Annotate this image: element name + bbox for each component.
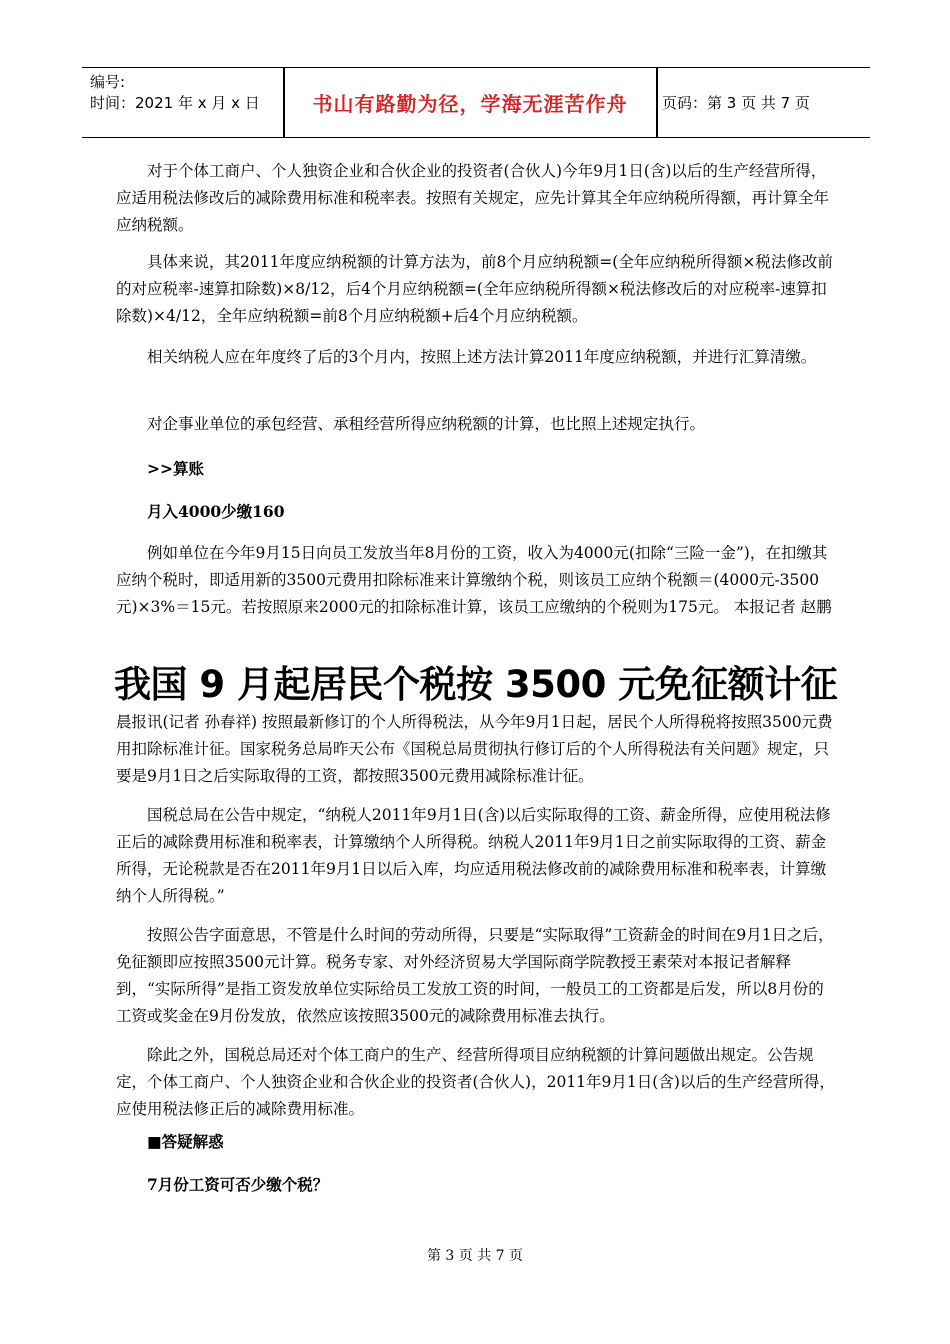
header-motto: 书山有路勤为径，学海无涯苦作舟 xyxy=(312,92,628,116)
header-page-number: 页码：第 3 页 共 7 页 xyxy=(662,94,810,112)
page-footer: 第 3 页 共 7 页 xyxy=(426,1248,524,1264)
page-header xyxy=(82,67,870,138)
paragraph: 除此之外，国税总局还对个体工商户的生产、经营所得项目应纳税额的计算问题做出规定。公告规定，个体工商户、个人独资企业和合伙企业的投资者(合伙人)，2011年9月1日(含)以后的生产经营所得，应使用税法修正后的减除费用标准。 xyxy=(116,1046,835,1118)
header-meta xyxy=(82,68,282,137)
paragraph: 相关纳税人应在年度终了后的3个月内，按照上述方法计算2011年度应纳税额，并进行汇算清缴。 xyxy=(147,348,817,366)
paragraph: 对企事业单位的承包经营、承租经营所得应纳税额的计算，也比照上述规定执行。 xyxy=(147,415,706,433)
section-subheading: 月入4000少缴160 xyxy=(147,502,285,521)
header-divider xyxy=(656,68,658,137)
paragraph: 具体来说，其2011年度应纳税额的计算方法为，前8个月应纳税额=(全年应纳税所得额×税法修改前的对应税率-速算扣除数)×8/12，后4个月应纳税额=(全年应纳税所得额×税法修改后的对应税率-速算扣除数)×4/12，全年应纳税额=前8个月应纳税额+后4个月应纳税额。 xyxy=(116,253,833,325)
paragraph: 国税总局在公告中规定，“纳税人2011年9月1日(含)以后实际取得的工资、薪金所得，应使用税法修正后的减除费用标准和税率表，计算缴纳个人所得税。纳税人2011年9月1日之前实际取得的工资、薪金所得，无论税款是否在2011年9月1日以后入库，均应适用税法修改前的减除费用标准和税率表，计算缴纳个人所得税。” xyxy=(116,806,831,905)
document-number-label: 编号: xyxy=(90,73,126,91)
section-subheading: 7月份工资可否少缴个税？ xyxy=(147,1175,329,1194)
section-heading: >>算账 xyxy=(147,459,204,478)
section-heading: ■答疑解惑 xyxy=(147,1132,224,1151)
paragraph: 例如单位在今年9月15日向员工发放当年8月份的工资，收入为4000元(扣除“三险一金”)，在扣缴其应纳个税时，即适用新的3500元费用扣除标准来计算缴纳个税，则该员工应纳个税额＝(4000元-3500元)×3%＝15元。若按照原来2000元的扣除标准计算，该员工应缴纳的个税则为175元。 本报记者 赵鹏 xyxy=(116,544,832,616)
paragraph: 按照公告字面意思，不管是什么时间的劳动所得，只要是“实际取得”工资薪金的时间在9月1日之后，免征额即应按照3500元计算。税务专家、对外经济贸易大学国际商学院教授王素荣对本报记者解释到，“实际所得”是指工资发放单位实际给员工发放工资的时间，一般员工的工资都是后发，所以8月份的工资或奖金在9月份发放，依然应该按照3500元的减除费用标准去执行。 xyxy=(116,926,834,1025)
article-headline: 我国 9 月起居民个税按 3500 元免征额计征 xyxy=(114,663,838,706)
paragraph: 晨报讯(记者 孙春祥) 按照最新修订的个人所得税法，从今年9月1日起，居民个人所得税将按照3500元费用扣除标准计征。国家税务总局昨天公布《国税总局贯彻执行修订后的个人所得税法有关问题》规定，只要是9月1日之后实际取得的工资，都按照3500元费用减除标准计征。 xyxy=(116,713,833,785)
document-date-label: 时间：2021 年 x 月 x 日 xyxy=(90,94,260,112)
paragraph: 对于个体工商户、个人独资企业和合伙企业的投资者(合伙人)今年9月1日(含)以后的生产经营所得，应适用税法修改后的减除费用标准和税率表。按照有关规定，应先计算其全年应纳税所得额，再计算全年应纳税额。 xyxy=(116,162,830,234)
